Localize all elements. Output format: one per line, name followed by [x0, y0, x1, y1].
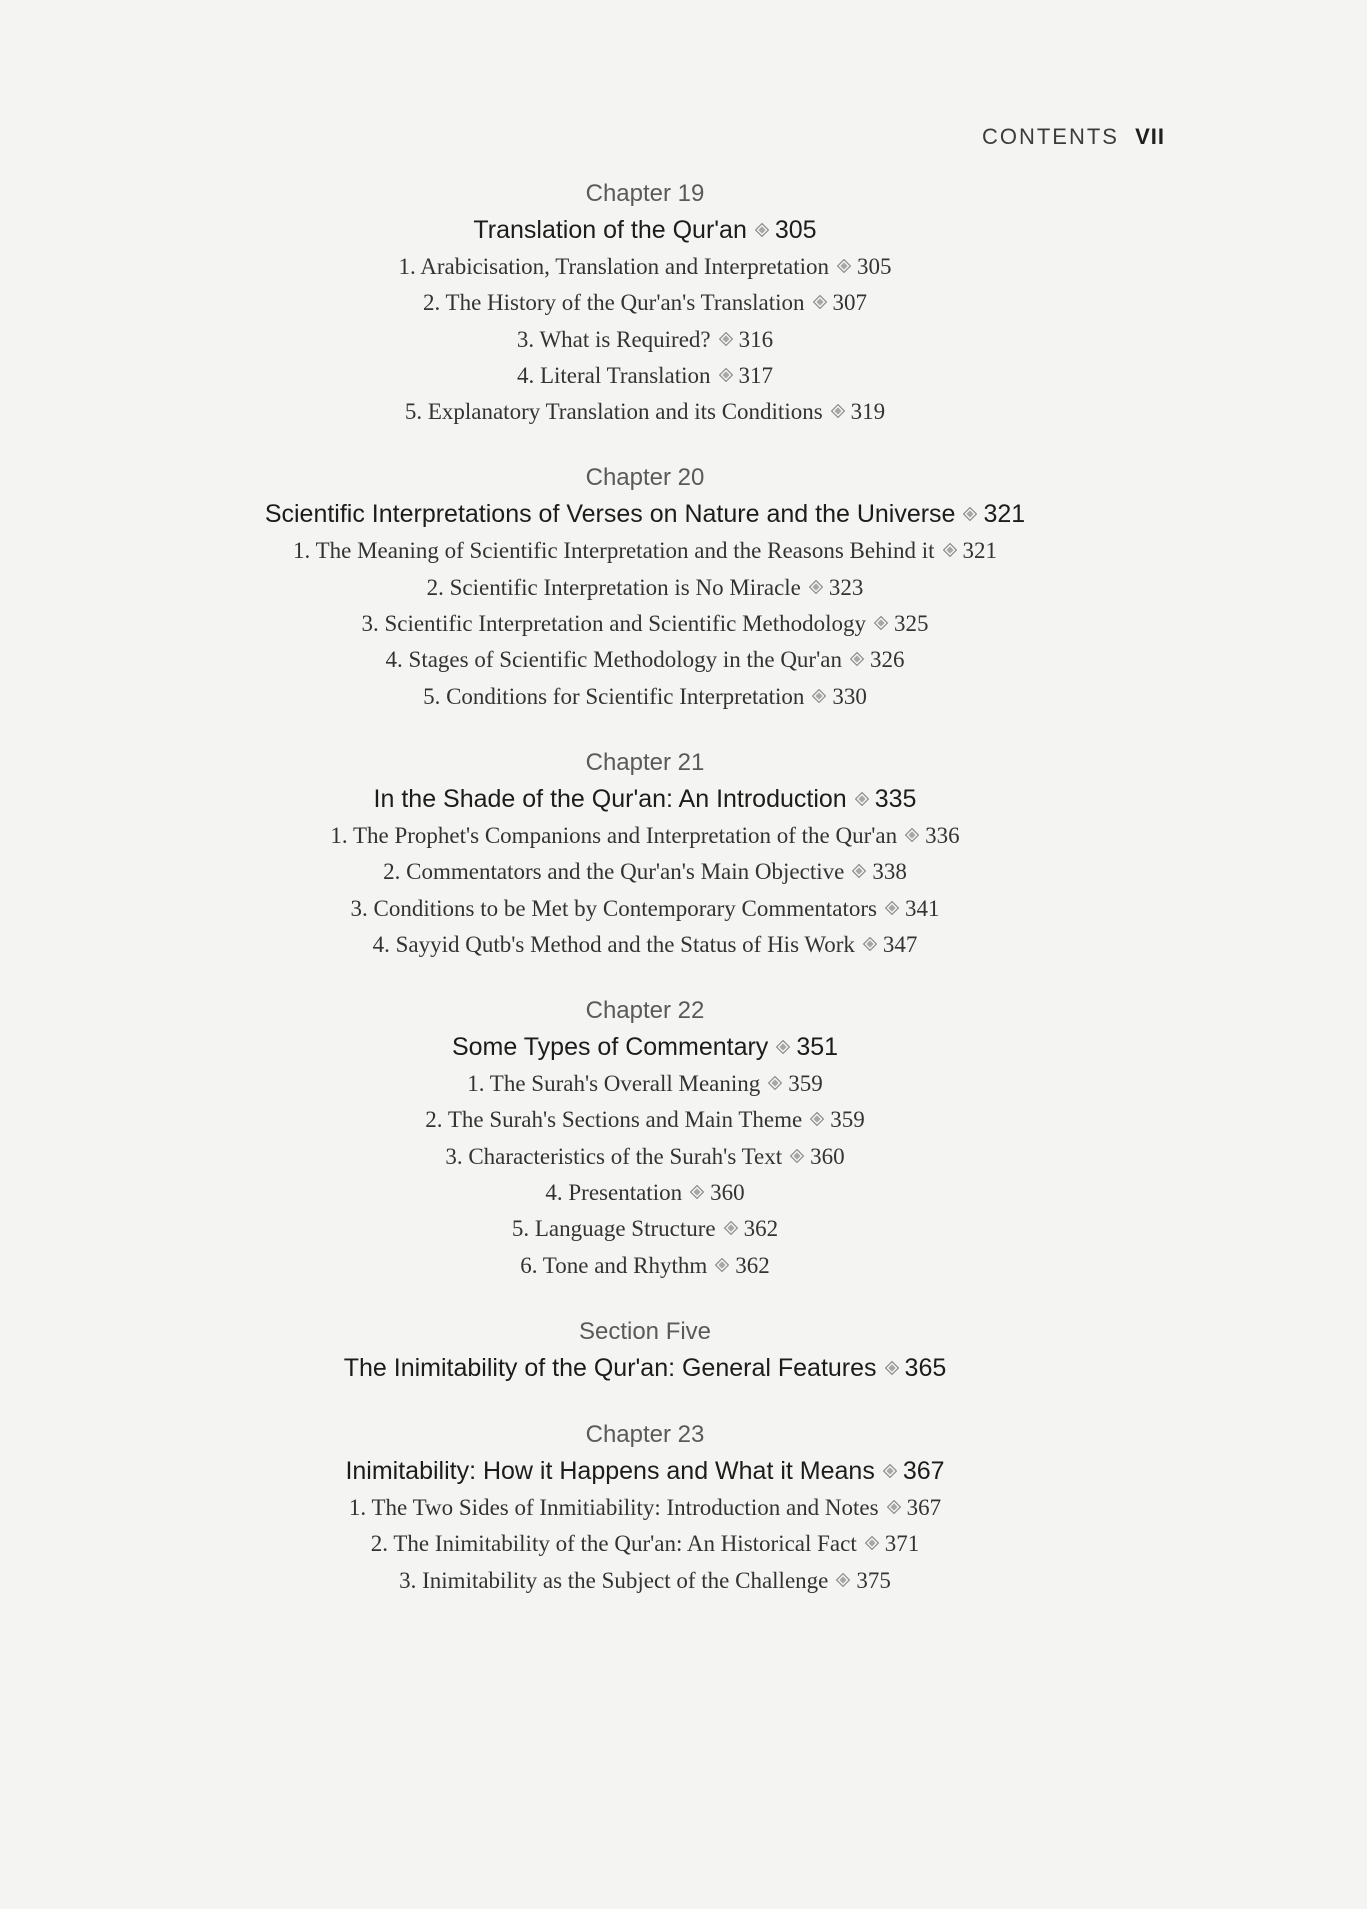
- toc-entry-link[interactable]: [0, 570, 1290, 606]
- diamond-ornament-icon: [943, 543, 957, 557]
- toc-entry-link[interactable]: [0, 891, 1290, 927]
- chapter-page-number: 365: [904, 1353, 947, 1382]
- toc-entry-text: 1. The Meaning of Scientific Interpretation and the Reasons Behind it: [293, 538, 935, 564]
- toc-entry-page-number: 319: [850, 399, 886, 425]
- toc-entry-link[interactable]: [0, 1175, 1290, 1211]
- toc-entry-text: 4. Presentation: [545, 1180, 683, 1206]
- toc-entry-link[interactable]: [0, 854, 1290, 890]
- diamond-ornament-icon: [776, 1040, 790, 1054]
- diamond-ornament-icon: [831, 404, 845, 418]
- toc-section: [0, 745, 1290, 963]
- chapter-label: Chapter 19: [585, 180, 705, 207]
- toc-entry-page-number: 362: [735, 1252, 770, 1278]
- toc-entry-text: 1. The Surah's Overall Meaning: [467, 1071, 761, 1097]
- diamond-ornament-icon: [790, 1149, 804, 1163]
- toc-entry-link[interactable]: [0, 1490, 1290, 1526]
- chapter-title-text: Inimitability: How it Happens and What it Means: [345, 1456, 875, 1485]
- running-head-page-number: VII: [1135, 124, 1165, 149]
- toc-entry-link[interactable]: [0, 249, 1290, 285]
- toc-entry-page-number: 336: [925, 822, 960, 848]
- diamond-ornament-icon: [837, 259, 851, 273]
- toc-entry-text: 3. Characteristics of the Surah's Text: [445, 1143, 783, 1169]
- diamond-ornament-icon: [813, 295, 827, 309]
- toc-entry-link[interactable]: [0, 358, 1290, 394]
- toc-entry-text: 3. Scientific Interpretation and Scientific Methodology: [361, 611, 867, 637]
- toc-entry-text: 5. Conditions for Scientific Interpretation: [423, 683, 805, 709]
- toc-entry-text: 2. The History of the Qur'an's Translation: [422, 290, 805, 316]
- toc-entry-text: 1. The Two Sides of Inmitiability: Introduction and Notes: [348, 1494, 879, 1520]
- toc-entry-page-number: 360: [810, 1143, 845, 1169]
- toc-entry-page-number: 317: [738, 362, 774, 388]
- table-of-contents: [0, 176, 1290, 1599]
- toc-entry-text: 1. Arabicisation, Translation and Interpretation: [398, 254, 830, 279]
- toc-entry-text: 5. Language Structure: [511, 1216, 716, 1242]
- diamond-ornament-icon: [850, 652, 864, 666]
- toc-entry-link[interactable]: [0, 1248, 1290, 1284]
- toc-entry-link[interactable]: [0, 606, 1290, 642]
- diamond-ornament-icon: [719, 332, 733, 346]
- diamond-ornament-icon: [852, 864, 866, 878]
- chapter-title-text: The Inimitability of the Qur'an: General Features: [343, 1353, 877, 1382]
- toc-entry-link[interactable]: [0, 642, 1290, 678]
- toc-entry-text: 1. The Prophet's Companions and Interpretation of the Qur'an: [330, 822, 898, 848]
- toc-entry-text: 6. Tone and Rhythm: [520, 1252, 708, 1278]
- chapter-title-text: Scientific Interpretations of Verses on Nature and the Universe: [264, 500, 956, 529]
- toc-entry-page-number: 307: [832, 290, 868, 316]
- chapter-page-number: 321: [983, 500, 1026, 529]
- chapter-title-link[interactable]: [0, 212, 1290, 249]
- chapter-title-text: In the Shade of the Qur'an: An Introduction: [373, 784, 847, 813]
- toc-section: [0, 176, 1290, 430]
- running-head-label: CONTENTS: [981, 124, 1119, 149]
- toc-entry-page-number: 330: [832, 683, 867, 709]
- toc-entry-link[interactable]: [0, 927, 1290, 963]
- chapter-label: Chapter 23: [585, 1420, 705, 1448]
- toc-entry-link[interactable]: [0, 1066, 1290, 1102]
- toc-entry-page-number: 341: [904, 895, 940, 921]
- toc-entry-page-number: 326: [869, 647, 905, 673]
- toc-entry-text: 3. Conditions to be Met by Contemporary Commentators: [350, 895, 877, 921]
- running-head: [982, 124, 1165, 150]
- toc-entry-page-number: 305: [857, 254, 892, 279]
- diamond-ornament-icon: [855, 792, 869, 806]
- chapter-title-link[interactable]: [0, 1029, 1290, 1066]
- toc-entry-link[interactable]: [0, 533, 1290, 569]
- toc-entry-text: 2. Scientific Interpretation is No Miracle: [426, 574, 801, 600]
- chapter-label: Chapter 21: [585, 748, 705, 776]
- toc-entry-text: 2. The Inimitability of the Qur'an: An Historical Fact: [370, 1531, 857, 1557]
- toc-entry-page-number: 359: [830, 1107, 865, 1133]
- toc-entry-text: 4. Stages of Scientific Methodology in the Qur'an: [385, 647, 842, 673]
- toc-section: [0, 1417, 1290, 1599]
- toc-entry-page-number: 371: [884, 1531, 920, 1557]
- toc-entry-link[interactable]: [0, 1211, 1290, 1247]
- toc-entry-page-number: 359: [788, 1071, 823, 1097]
- toc-section: [0, 460, 1290, 714]
- toc-section: [0, 1314, 1290, 1387]
- diamond-ornament-icon: [863, 937, 877, 951]
- chapter-label: Chapter 20: [585, 464, 705, 492]
- diamond-ornament-icon: [865, 1536, 879, 1550]
- toc-entry-page-number: 362: [743, 1216, 779, 1242]
- chapter-title-link[interactable]: [0, 1453, 1290, 1490]
- toc-entry-link[interactable]: [0, 1563, 1290, 1599]
- diamond-ornament-icon: [690, 1185, 704, 1199]
- diamond-ornament-icon: [883, 1464, 897, 1478]
- diamond-ornament-icon: [836, 1573, 850, 1587]
- toc-entry-link[interactable]: [0, 818, 1290, 854]
- diamond-ornament-icon: [768, 1076, 782, 1090]
- chapter-page-number: 335: [874, 784, 917, 813]
- toc-entry-text: 4. Literal Translation: [516, 362, 711, 388]
- diamond-ornament-icon: [715, 1258, 729, 1272]
- chapter-label: Section Five: [578, 1317, 712, 1345]
- toc-entry-page-number: 360: [710, 1180, 745, 1206]
- toc-entry-page-number: 375: [856, 1567, 891, 1593]
- toc-entry-page-number: 325: [894, 611, 929, 637]
- toc-section: [0, 993, 1290, 1284]
- toc-entry-link[interactable]: [0, 322, 1290, 358]
- diamond-ornament-icon: [719, 368, 733, 382]
- chapter-page-number: 351: [796, 1033, 839, 1062]
- toc-entry-link[interactable]: [0, 285, 1290, 321]
- toc-entry-text: 3. What is Required?: [516, 326, 711, 352]
- diamond-ornament-icon: [809, 580, 823, 594]
- toc-entry-link[interactable]: [0, 394, 1290, 430]
- diamond-ornament-icon: [905, 828, 919, 842]
- diamond-ornament-icon: [755, 223, 769, 237]
- toc-entry-text: 2. The Surah's Sections and Main Theme: [425, 1107, 803, 1133]
- toc-entry-page-number: 338: [872, 859, 907, 885]
- diamond-ornament-icon: [885, 1361, 899, 1375]
- toc-entry-page-number: 347: [882, 931, 918, 957]
- toc-entry-link[interactable]: [0, 1139, 1290, 1175]
- chapter-label: Chapter 22: [585, 997, 705, 1025]
- toc-entry-page-number: 316: [738, 326, 774, 352]
- toc-entry-link[interactable]: [0, 1526, 1290, 1562]
- diamond-ornament-icon: [812, 689, 826, 703]
- diamond-ornament-icon: [887, 1500, 901, 1514]
- chapter-page-number: 305: [774, 216, 817, 244]
- toc-entry-page-number: 367: [906, 1494, 942, 1520]
- toc-entry-text: 4. Sayyid Qutb's Method and the Status of His Work: [372, 931, 855, 957]
- toc-entry-link[interactable]: [0, 679, 1290, 715]
- toc-entry-text: 3. Inimitability as the Subject of the Challenge: [399, 1567, 829, 1593]
- chapter-title-link[interactable]: [0, 1350, 1290, 1387]
- chapter-page-number: 367: [902, 1456, 945, 1485]
- toc-entry-text: 5. Explanatory Translation and its Conditions: [404, 399, 823, 425]
- chapter-title-text: Translation of the Qur'an: [473, 216, 747, 244]
- diamond-ornament-icon: [874, 616, 888, 630]
- toc-entry-text: 2. Commentators and the Qur'an's Main Objective: [383, 859, 845, 885]
- toc-entry-page-number: 323: [828, 574, 864, 600]
- diamond-ornament-icon: [963, 507, 977, 521]
- diamond-ornament-icon: [810, 1112, 824, 1126]
- chapter-title-link[interactable]: [0, 496, 1290, 533]
- diamond-ornament-icon: [724, 1221, 738, 1235]
- toc-entry-link[interactable]: [0, 1102, 1290, 1138]
- chapter-title-link[interactable]: [0, 781, 1290, 818]
- toc-entry-page-number: 321: [962, 538, 997, 564]
- chapter-title-text: Some Types of Commentary: [451, 1033, 769, 1062]
- diamond-ornament-icon: [885, 901, 899, 915]
